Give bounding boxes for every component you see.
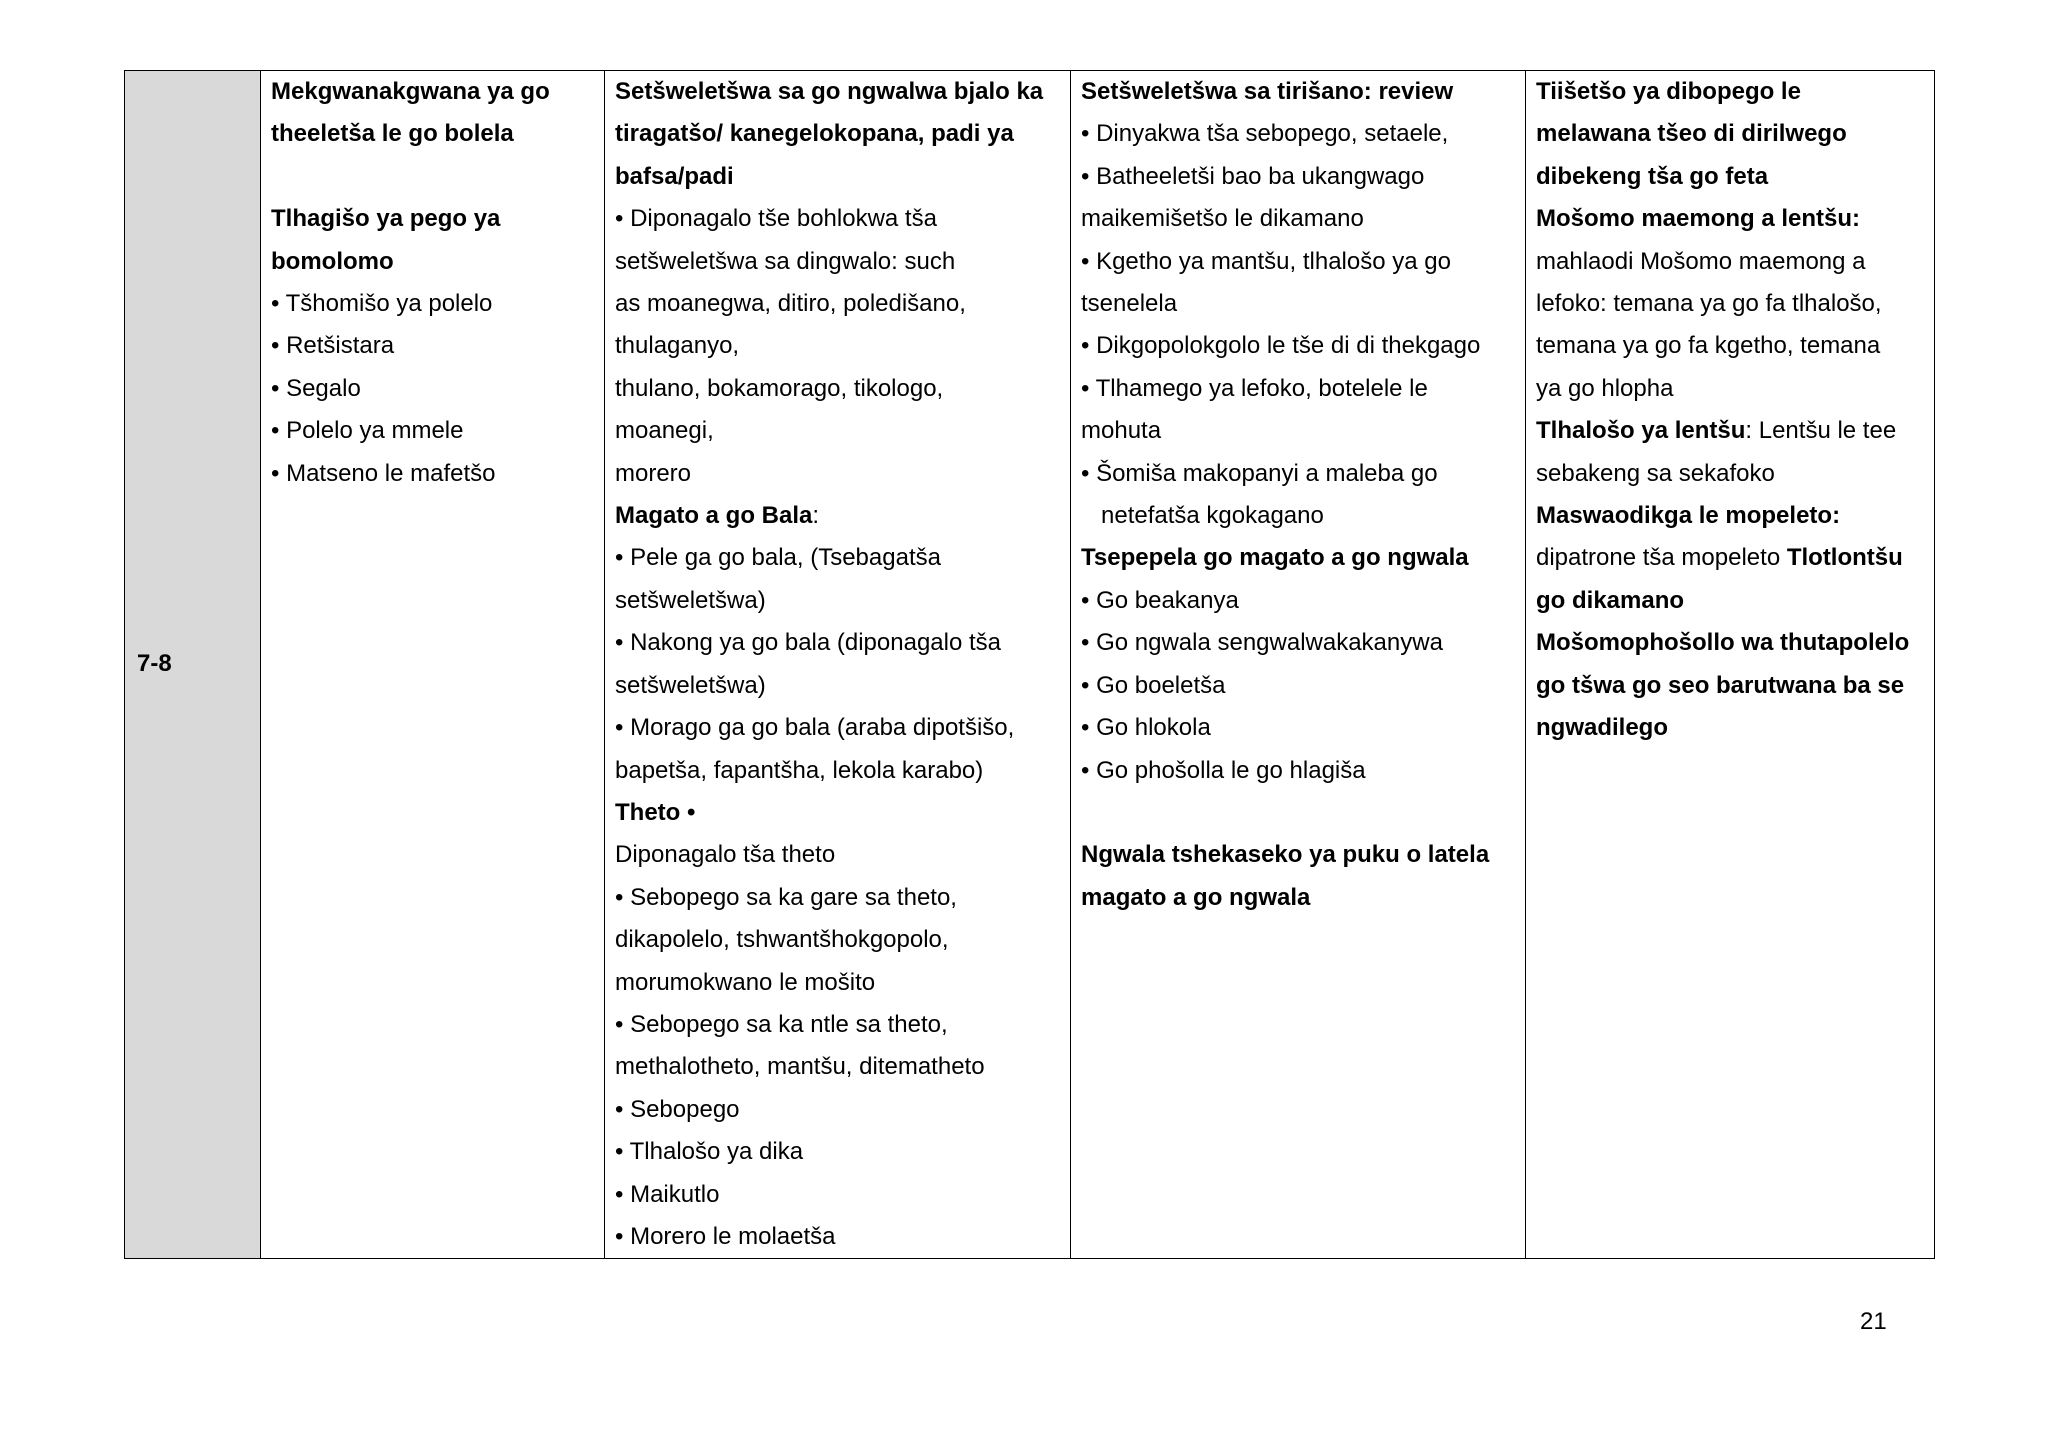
spelling-text: dipatrone tša mopeleto — [1536, 544, 1787, 572]
book-review-task-1: Ngwala tshekaseko ya puku o latela — [1081, 841, 1490, 869]
listening-title-1: Mekgwanakgwana ya go — [271, 78, 550, 105]
vocabulary-title-2: go dikamano — [1536, 586, 1685, 614]
week-label: 7-8 — [137, 650, 172, 678]
text-line: setšweletšwa) — [615, 671, 766, 699]
text-line: • Morero le molaetša — [615, 1222, 836, 1250]
text-line: mohuta — [1081, 417, 1162, 445]
text-line: dikapolelo, tshwantšhokgopolo, — [615, 926, 949, 954]
text-line: morumokwano le mošito — [615, 968, 876, 996]
text-line: bapetša, fapantšha, lekola karabo) — [615, 756, 984, 784]
correction-title-3: ngwadilego — [1536, 714, 1668, 742]
list-item: • Segalo — [271, 374, 361, 402]
text-line: • Diponagalo tše bohlokwa tša — [615, 205, 937, 233]
text-line: tsenelela — [1081, 290, 1178, 318]
text-line: • Dinyakwa tša sebopego, setaele, — [1081, 120, 1449, 148]
structures-title-2: melawana tšeo di dirilwego — [1536, 120, 1847, 148]
text-line: sebakeng sa sekafoko — [1536, 459, 1775, 487]
correction-title-1: Mošomophošollo wa thutapolelo — [1536, 629, 1910, 657]
oral-report-title-2: bomolomo — [271, 247, 394, 275]
book-review-task-2: magato a go ngwala — [1081, 883, 1311, 911]
text-line: • Sebopego sa ka gare sa theto, — [615, 883, 957, 911]
text-line: • Go hlokola — [1081, 714, 1211, 742]
writing-steps-title: Tsepepela go magato a go ngwala — [1081, 544, 1469, 572]
text-line: • Šomiša makopanyi a maleba go — [1081, 459, 1438, 487]
text-line: setšweletšwa sa dingwalo: such — [615, 247, 956, 275]
word-meaning-title: Tlhalošo ya lentšu — [1536, 417, 1746, 445]
word-level-title: Mošomo maemong a lentšu: — [1536, 205, 1861, 233]
writing-presenting-cell — [1071, 71, 1526, 1259]
list-item: • Matseno le mafetšo — [271, 459, 496, 487]
poetry-title: Theto • — [615, 798, 696, 826]
reading-title-3: bafsa/padi — [615, 162, 734, 190]
text-line: • Pele ga go bala, (Tsebagatša — [615, 544, 941, 572]
listening-speaking-cell — [261, 71, 605, 1259]
reading-viewing-cell — [605, 71, 1071, 1259]
text-line: • Batheeletši bao ba ukangwago — [1081, 162, 1425, 190]
text-line: Diponagalo tša theto — [615, 841, 836, 869]
vocabulary-title: Tlotlontšu — [1786, 544, 1903, 572]
text-line: maikemišetšo le dikamano — [1081, 205, 1364, 233]
table-row — [125, 71, 1935, 1259]
text-line: • Maikutlo — [615, 1180, 720, 1208]
reading-title-2: tiragatšo/ kanegelokopana, padi ya — [615, 120, 1014, 148]
text-line: mahlaodi Mošomo maemong a — [1536, 247, 1866, 275]
text-line: thulaganyo, — [615, 332, 740, 360]
text-line: methalotheto, mantšu, ditematheto — [615, 1053, 985, 1081]
structures-title-1: Tiišetšo ya dibopego le — [1536, 78, 1801, 105]
reading-steps-title: Magato a go Bala — [615, 502, 813, 530]
structures-title-3: dibekeng tša go feta — [1536, 162, 1769, 190]
text-line: thulano, bokamorago, tikologo, — [615, 374, 944, 402]
text-line: • Go phošolla le go hlagiša — [1081, 756, 1366, 784]
curriculum-table — [124, 70, 1934, 1256]
reading-title-1: Setšweletšwa sa go ngwalwa bjalo ka — [615, 78, 1044, 105]
reading-steps-colon: : — [812, 502, 820, 530]
listening-title-2: theeletša le go bolela — [271, 120, 514, 148]
list-item: • Tšhomišo ya polelo — [271, 290, 493, 318]
text-line: ya go hlopha — [1536, 374, 1674, 402]
reading-steps-heading — [615, 495, 1060, 537]
text-line: as moanegwa, ditiro, poledišano, — [615, 290, 966, 318]
word-meaning-line — [1536, 410, 1924, 452]
text-line: • Sebopego — [615, 1095, 740, 1123]
page-number: 21 — [1860, 1308, 1887, 1335]
text-line: • Nakong ya go bala (diponagalo tša — [615, 629, 1002, 657]
text-line: temana ya go fa kgetho, temana — [1536, 332, 1881, 360]
text-line: • Sebopego sa ka ntle sa theto, — [615, 1010, 948, 1038]
correction-title-2: go tšwa go seo barutwana ba se — [1536, 671, 1905, 699]
text-line: lefoko: temana ya go fa tlhalošo, — [1536, 290, 1882, 318]
text-line: • Kgetho ya mantšu, tlhalošo ya go — [1081, 247, 1451, 275]
list-item: • Polelo ya mmele — [271, 417, 464, 445]
week-cell — [125, 71, 261, 1259]
text-line: • Dikgopolokgolo le tše di di thekgago — [1081, 332, 1481, 360]
curriculum-table-grid — [124, 70, 1935, 1259]
word-meaning-rest: : Lentšu le tee — [1745, 417, 1897, 445]
text-line: • Go boeletša — [1081, 671, 1226, 699]
text-line: netefatša kgokagano — [1101, 502, 1324, 530]
text-line: • Tlhalošo ya dika — [615, 1138, 804, 1166]
spelling-line — [1536, 537, 1924, 579]
text-line: • Morago ga go bala (araba dipotšišo, — [615, 714, 1015, 742]
punctuation-title: Maswaodikga le mopeleto: — [1536, 502, 1841, 530]
text-line: • Go ngwala sengwalwakakanywa — [1081, 629, 1443, 657]
text-line: • Tlhamego ya lefoko, botelele le — [1081, 374, 1428, 402]
writing-title: Setšweletšwa sa tirišano: review — [1081, 78, 1454, 105]
list-item: • Retšistara — [271, 332, 395, 360]
text-line: moanegi, — [615, 417, 714, 445]
text-line: morero — [615, 459, 692, 487]
language-structures-cell — [1526, 71, 1935, 1259]
oral-report-title-1: Tlhagišo ya pego ya — [271, 205, 501, 233]
text-line: setšweletšwa) — [615, 586, 766, 614]
text-line: • Go beakanya — [1081, 586, 1239, 614]
